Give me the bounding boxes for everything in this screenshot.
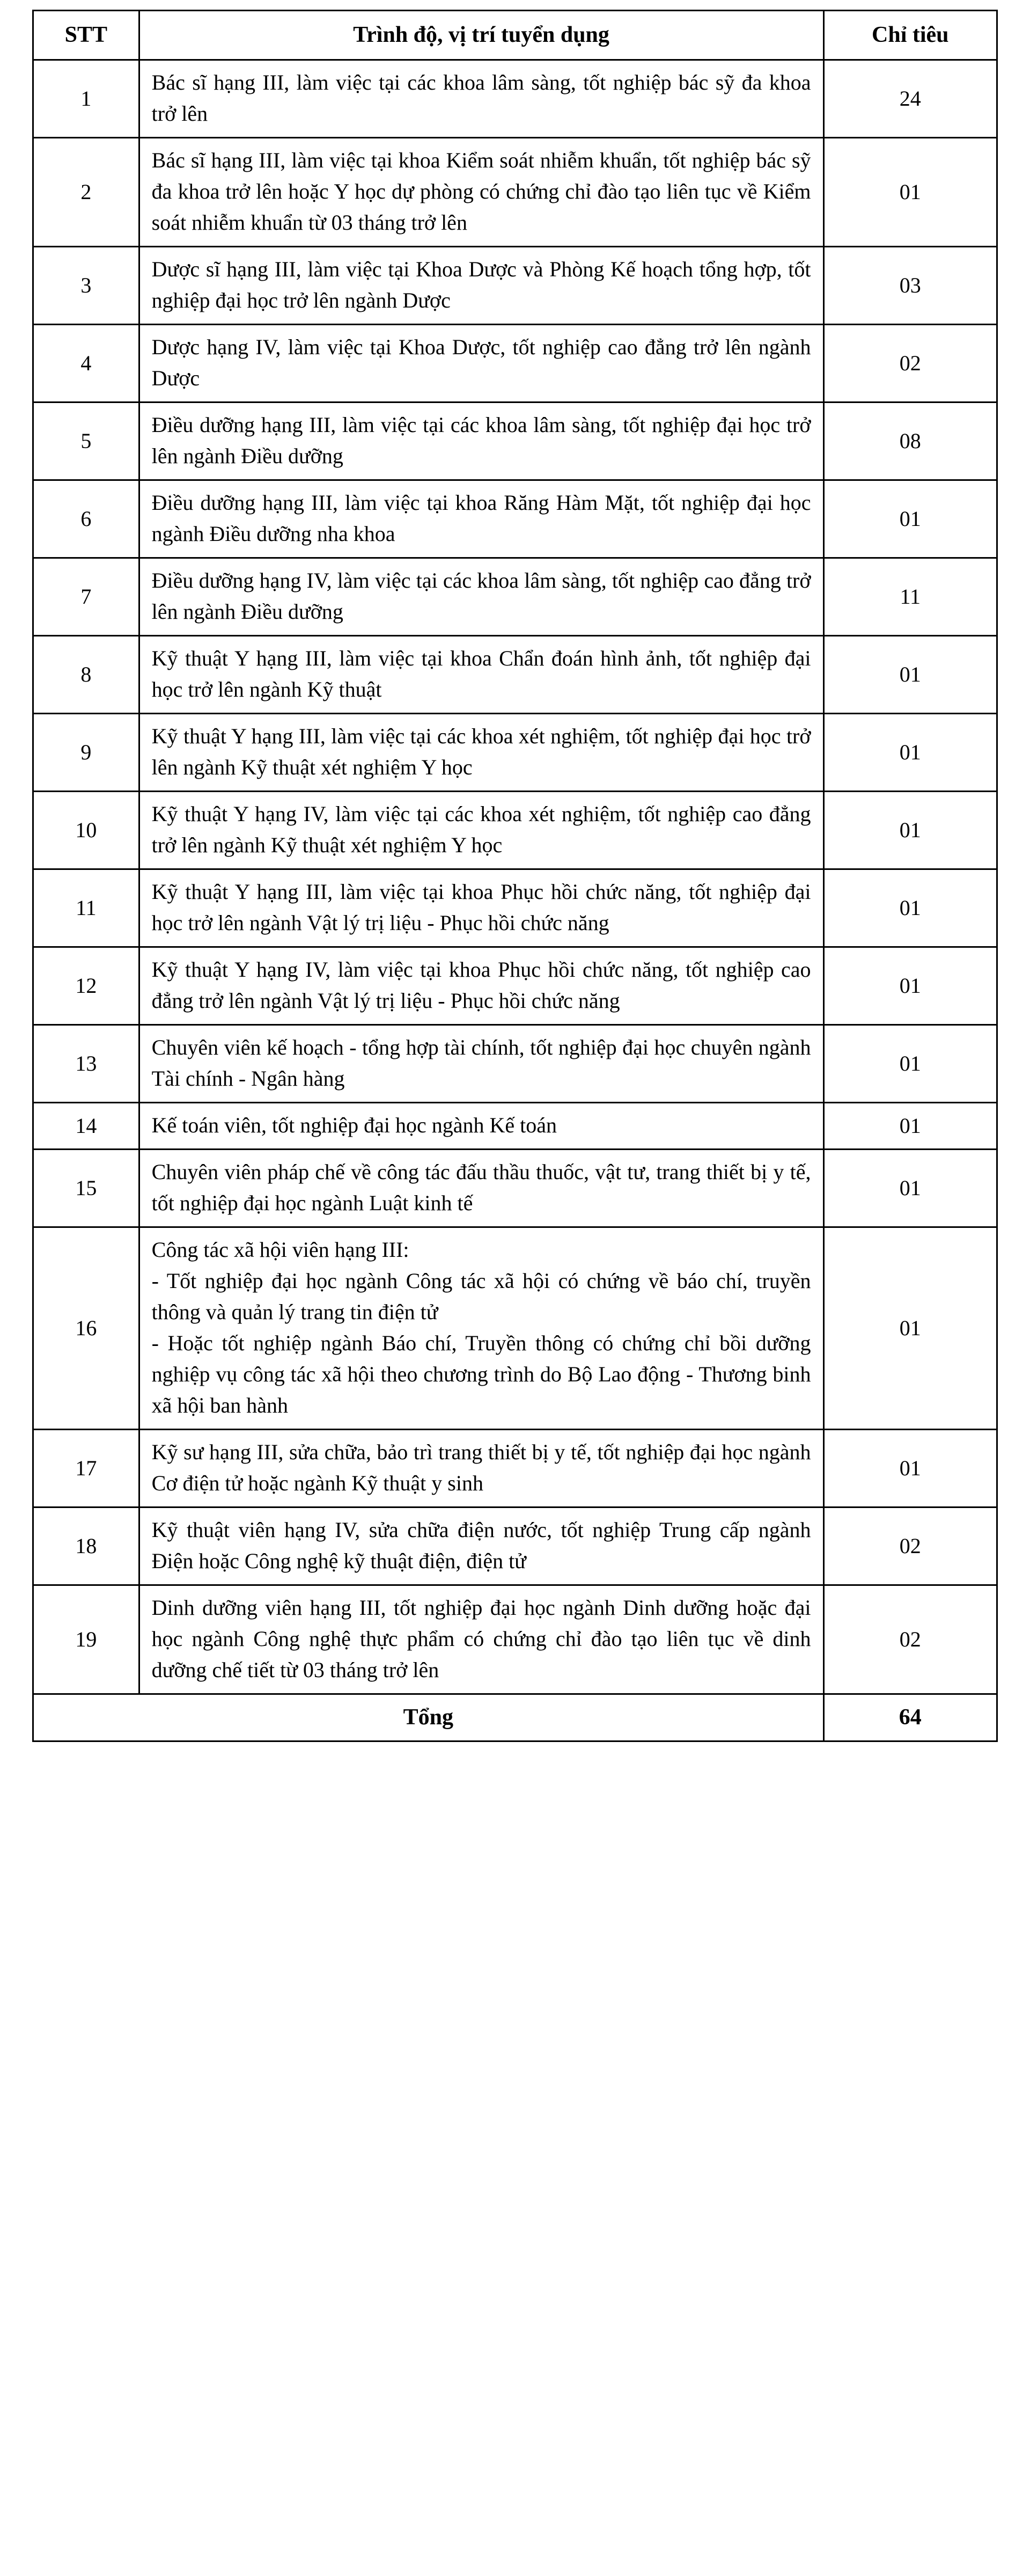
- cell-quota: 01: [823, 137, 997, 246]
- table-row: [33, 947, 997, 1024]
- cell-stt: 14: [33, 1102, 139, 1149]
- column-header-description: Trình độ, vị trí tuyển dụng: [139, 11, 823, 60]
- cell-stt: 17: [33, 1429, 139, 1507]
- table-body: [33, 60, 997, 1741]
- cell-stt: 10: [33, 791, 139, 869]
- column-header-quota: Chỉ tiêu: [823, 11, 997, 60]
- table-row: [33, 1429, 997, 1507]
- cell-description: Điều dưỡng hạng III, làm việc tại các khoa lâm sàng, tốt nghiệp đại học trở lên ngành Điều dưỡng: [139, 402, 823, 480]
- cell-stt: 18: [33, 1507, 139, 1585]
- table-header: [33, 11, 997, 60]
- table-row: [33, 713, 997, 791]
- cell-description: Kế toán viên, tốt nghiệp đại học ngành Kế toán: [139, 1102, 823, 1149]
- cell-description: Kỹ thuật Y hạng IV, làm việc tại khoa Phục hồi chức năng, tốt nghiệp cao đẳng trở lên ngành Vật lý trị liệu - Phục hồi chức năng: [139, 947, 823, 1024]
- description-line: Công tác xã hội viên hạng III:: [151, 1237, 409, 1262]
- table-row: [33, 869, 997, 947]
- table-row: [33, 402, 997, 480]
- cell-stt: 9: [33, 713, 139, 791]
- cell-stt: 4: [33, 324, 139, 402]
- cell-stt: 19: [33, 1585, 139, 1694]
- table-row: [33, 1507, 997, 1585]
- table-header-row: [33, 11, 997, 60]
- table-row: [33, 1227, 997, 1429]
- table-row: [33, 60, 997, 137]
- cell-stt: 8: [33, 635, 139, 713]
- cell-quota: 01: [823, 635, 997, 713]
- cell-quota: 02: [823, 1507, 997, 1585]
- cell-stt: 12: [33, 947, 139, 1024]
- cell-stt: 15: [33, 1149, 139, 1227]
- cell-description: Bác sĩ hạng III, làm việc tại các khoa lâm sàng, tốt nghiệp bác sỹ đa khoa trở lên: [139, 60, 823, 137]
- cell-quota: 01: [823, 1024, 997, 1102]
- cell-description: Kỹ thuật Y hạng III, làm việc tại khoa Phục hồi chức năng, tốt nghiệp đại học trở lên ngành Vật lý trị liệu - Phục hồi chức năng: [139, 869, 823, 947]
- cell-quota: 01: [823, 1149, 997, 1227]
- table-row: [33, 246, 997, 324]
- cell-description: Chuyên viên kế hoạch - tổng hợp tài chính, tốt nghiệp đại học chuyên ngành Tài chính - Ngân hàng: [139, 1024, 823, 1102]
- cell-quota: 03: [823, 246, 997, 324]
- cell-description: Kỹ thuật viên hạng IV, sửa chữa điện nước, tốt nghiệp Trung cấp ngành Điện hoặc Công nghệ kỹ thuật điện, điện tử: [139, 1507, 823, 1585]
- cell-description: Kỹ thuật Y hạng III, làm việc tại các khoa xét nghiệm, tốt nghiệp đại học trở lên ngành Kỹ thuật xét nghiệm Y học: [139, 713, 823, 791]
- table-row: [33, 480, 997, 558]
- cell-quota: 01: [823, 713, 997, 791]
- recruitment-table: [32, 10, 998, 1742]
- cell-description: Chuyên viên pháp chế về công tác đấu thầu thuốc, vật tư, trang thiết bị y tế, tốt nghiệp đại học ngành Luật kinh tế: [139, 1149, 823, 1227]
- total-value: 64: [823, 1694, 997, 1741]
- cell-quota: 08: [823, 402, 997, 480]
- cell-description: Bác sĩ hạng III, làm việc tại khoa Kiểm soát nhiễm khuẩn, tốt nghiệp bác sỹ đa khoa trở lên hoặc Y học dự phòng có chứng chỉ đào tạo liên tục về Kiểm soát nhiễm khuẩn từ 03 tháng trở lên: [139, 137, 823, 246]
- cell-quota: 02: [823, 324, 997, 402]
- cell-quota: 01: [823, 1227, 997, 1429]
- cell-description: Dinh dưỡng viên hạng III, tốt nghiệp đại học ngành Dinh dưỡng hoặc đại học ngành Công nghệ thực phẩm có chứng chỉ đào tạo liên tục về dinh dưỡng chế tiết từ 03 tháng trở lên: [139, 1585, 823, 1694]
- table-row: [33, 1102, 997, 1149]
- cell-stt: 2: [33, 137, 139, 246]
- cell-quota: 01: [823, 947, 997, 1024]
- cell-description: Kỹ sư hạng III, sửa chữa, bảo trì trang thiết bị y tế, tốt nghiệp đại học ngành Cơ điện tử hoặc ngành Kỹ thuật y sinh: [139, 1429, 823, 1507]
- cell-description: [139, 1227, 823, 1429]
- cell-stt: 16: [33, 1227, 139, 1429]
- cell-quota: 11: [823, 558, 997, 635]
- cell-stt: 1: [33, 60, 139, 137]
- cell-description: Điều dưỡng hạng IV, làm việc tại các khoa lâm sàng, tốt nghiệp cao đẳng trở lên ngành Điều dưỡng: [139, 558, 823, 635]
- table-row: [33, 635, 997, 713]
- table-row: [33, 1149, 997, 1227]
- cell-stt: 6: [33, 480, 139, 558]
- table-row: [33, 558, 997, 635]
- cell-quota: 24: [823, 60, 997, 137]
- description-line: - Hoặc tốt nghiệp ngành Báo chí, Truyền thông có chứng chỉ bồi dưỡng nghiệp vụ công tác xã hội theo chương trình do Bộ Lao động - Thương binh xã hội ban hành: [151, 1330, 811, 1417]
- table-row: [33, 324, 997, 402]
- total-label: Tổng: [33, 1694, 824, 1741]
- cell-quota: 01: [823, 480, 997, 558]
- cell-stt: 11: [33, 869, 139, 947]
- column-header-stt: STT: [33, 11, 139, 60]
- cell-description: Dược hạng IV, làm việc tại Khoa Dược, tốt nghiệp cao đẳng trở lên ngành Dược: [139, 324, 823, 402]
- cell-description: Dược sĩ hạng III, làm việc tại Khoa Dược và Phòng Kế hoạch tổng hợp, tốt nghiệp đại học trở lên ngành Dược: [139, 246, 823, 324]
- table-row: [33, 1024, 997, 1102]
- table-row: [33, 1585, 997, 1694]
- cell-stt: 13: [33, 1024, 139, 1102]
- cell-stt: 7: [33, 558, 139, 635]
- cell-stt: 3: [33, 246, 139, 324]
- cell-description: Điều dưỡng hạng III, làm việc tại khoa Răng Hàm Mặt, tốt nghiệp đại học ngành Điều dưỡng nha khoa: [139, 480, 823, 558]
- cell-quota: 01: [823, 869, 997, 947]
- table-row: [33, 791, 997, 869]
- cell-quota: 01: [823, 1429, 997, 1507]
- cell-quota: 01: [823, 791, 997, 869]
- cell-description: Kỹ thuật Y hạng IV, làm việc tại các khoa xét nghiệm, tốt nghiệp cao đẳng trở lên ngành Kỹ thuật xét nghiệm Y học: [139, 791, 823, 869]
- cell-quota: 01: [823, 1102, 997, 1149]
- cell-description: Kỹ thuật Y hạng III, làm việc tại khoa Chẩn đoán hình ảnh, tốt nghiệp đại học trở lên ngành Kỹ thuật: [139, 635, 823, 713]
- table-total-row: [33, 1694, 997, 1741]
- table-row: [33, 137, 997, 246]
- cell-quota: 02: [823, 1585, 997, 1694]
- cell-stt: 5: [33, 402, 139, 480]
- description-line: - Tốt nghiệp đại học ngành Công tác xã hội có chứng về báo chí, truyền thông và quản lý trang tin điện tử: [151, 1268, 811, 1324]
